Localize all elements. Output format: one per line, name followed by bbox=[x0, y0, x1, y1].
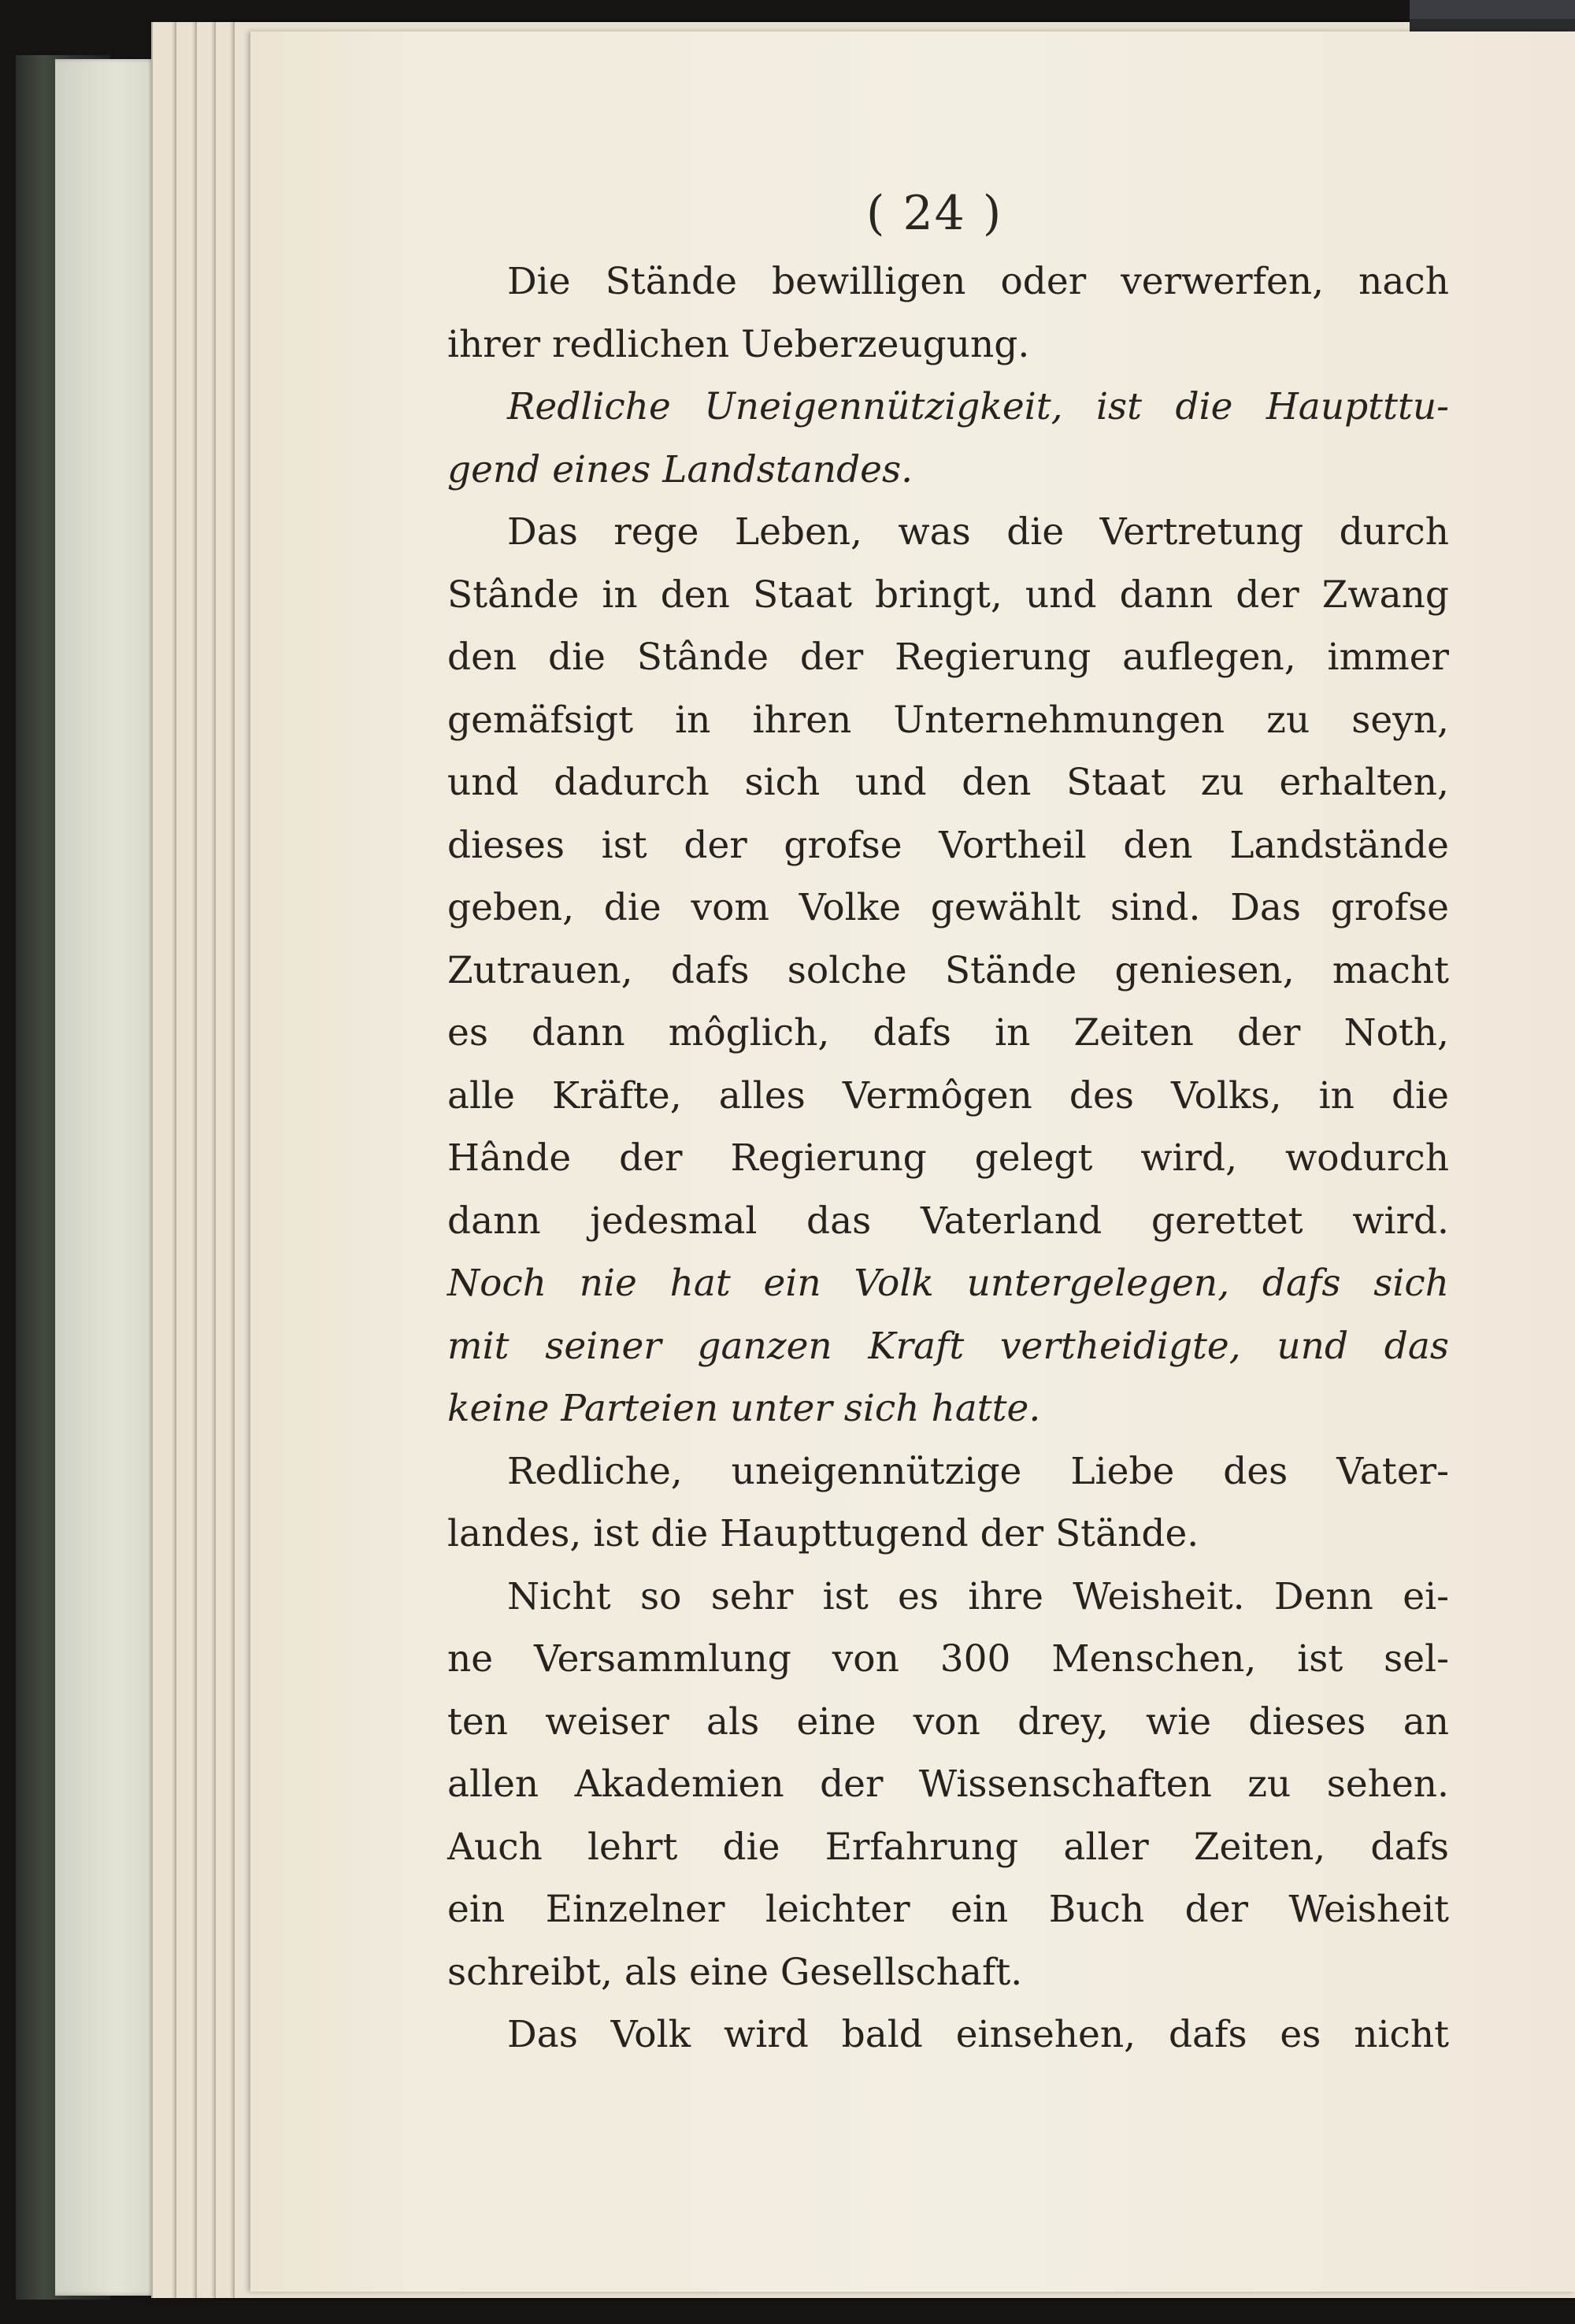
text-line: Auch lehrt die Erfahrung aller Zeiten, dafs bbox=[447, 1825, 1449, 1869]
text-line: und dadurch sich und den Staat zu erhalten, bbox=[447, 761, 1449, 804]
text-line: dann jedesmal das Vaterland gerettet wird. bbox=[447, 1199, 1449, 1243]
text-line: ihrer redlichen Ueberzeugung. bbox=[447, 322, 1030, 366]
text-line: Die Stände bewilligen oder verwerfen, nach bbox=[507, 260, 1449, 303]
text-line: keine Parteien unter sich hatte. bbox=[447, 1387, 1041, 1430]
text-line: Zutrauen, dafs solche Stände geniesen, macht bbox=[447, 948, 1449, 992]
text-line: gemäfsigt in ihren Unternehmungen zu seyn, bbox=[447, 698, 1449, 742]
text-line: ne Versammlung von 300 Menschen, ist sel- bbox=[447, 1637, 1449, 1681]
text-line: gend eines Landstandes. bbox=[447, 447, 914, 491]
text-line: ein Einzelner leichter ein Buch der Weisheit bbox=[447, 1888, 1449, 1931]
text-line: geben, die vom Volke gewählt sind. Das grofse bbox=[447, 886, 1449, 929]
text-line: Das rege Leben, was die Vertretung durch bbox=[507, 510, 1449, 554]
text-line: ten weiser als eine von drey, wie dieses an bbox=[447, 1699, 1449, 1744]
text-line: Noch nie hat ein Volk untergelegen, dafs sich bbox=[447, 1262, 1449, 1305]
text-line: Nicht so sehr ist es ihre Weisheit. Denn ei- bbox=[507, 1574, 1449, 1618]
page-number: ( 24 ) bbox=[866, 186, 1003, 241]
text-line: Hânde der Regierung gelegt wird, wodurch bbox=[447, 1136, 1449, 1180]
text-line: Das Volk wird bald einsehen, dafs es nicht bbox=[507, 2013, 1449, 2056]
text-line: dieses ist der grofse Vortheil den Landstände bbox=[447, 823, 1449, 867]
cover-inner-edge bbox=[55, 59, 158, 2296]
text-line: Redliche, uneigennützige Liebe des Vater- bbox=[507, 1449, 1449, 1493]
background-corner bbox=[1410, 0, 1575, 19]
text-line: mit seiner ganzen Kraft vertheidigte, und das bbox=[447, 1324, 1449, 1368]
text-line: Redliche Uneigennützigkeit, ist die Hauptttu- bbox=[507, 385, 1449, 428]
text-line: alle Kräfte, alles Vermôgen des Volks, in die bbox=[447, 1073, 1449, 1118]
text-line: den die Stânde der Regierung auflegen, immer bbox=[447, 636, 1449, 679]
text-line: allen Akademien der Wissenschaften zu sehen. bbox=[447, 1762, 1449, 1806]
body-text bbox=[447, 250, 1449, 2066]
text-line: landes, ist die Haupttugend der Stände. bbox=[447, 1512, 1199, 1555]
text-line: es dann môglich, dafs in Zeiten der Noth, bbox=[447, 1011, 1449, 1055]
text-line: schreibt, als eine Gesellschaft. bbox=[447, 1950, 1023, 1994]
text-line: Stânde in den Staat bringt, und dann der Zwang bbox=[447, 573, 1449, 617]
